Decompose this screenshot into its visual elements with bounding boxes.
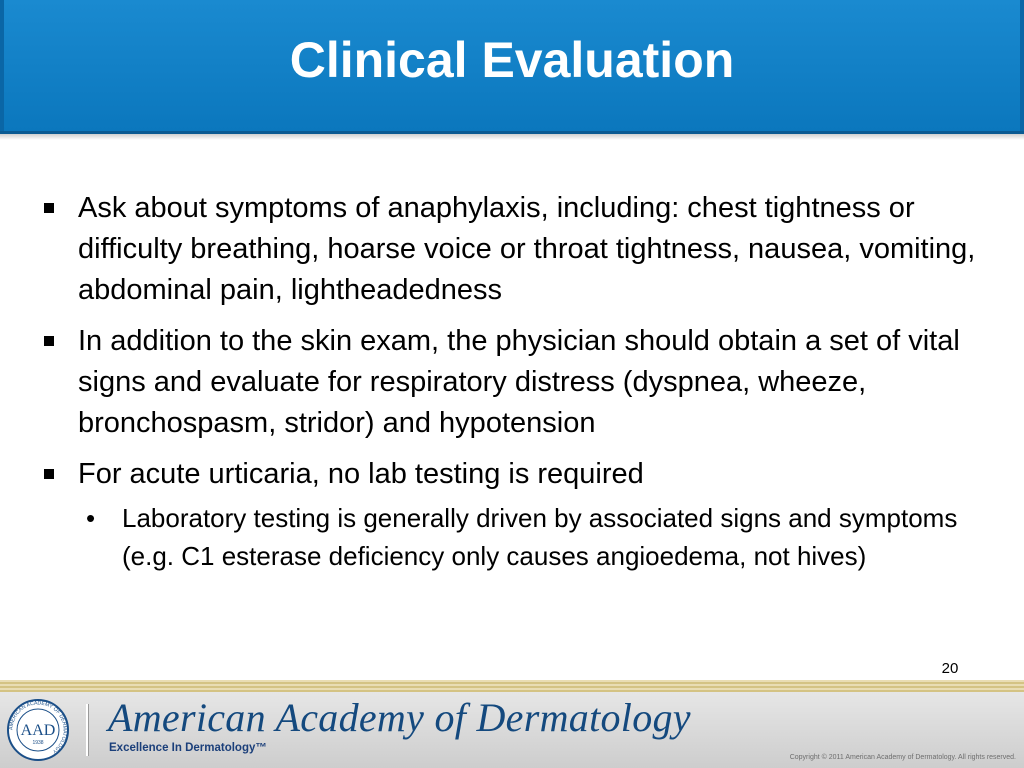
title-bar — [0, 0, 1024, 134]
square-bullet-icon — [44, 336, 54, 346]
bullet-item — [40, 188, 1000, 311]
tagline: Excellence In Dermatology™ — [109, 742, 267, 754]
slide-title: Clinical Evaluation — [289, 32, 735, 88]
seal-initials: AAD — [20, 722, 56, 739]
footer-stripes — [0, 680, 1024, 692]
bullet-item — [40, 454, 1000, 495]
seal-year: 1938 — [32, 740, 44, 746]
square-bullet-icon — [44, 469, 54, 479]
sub-bullet-item — [78, 499, 1000, 575]
bullet-item — [40, 321, 1000, 444]
page-number: 20 — [941, 660, 959, 677]
title-shadow — [0, 134, 1024, 140]
aad-seal-logo — [6, 698, 70, 762]
seal-ring-text: AMERICAN ACADEMY OF DERMATOLOGY — [8, 700, 68, 755]
copyright-notice: Copyright © 2011 American Academy of Dermatology. All rights reserved. — [789, 754, 1016, 761]
footer-divider — [86, 704, 88, 756]
bullet-text: Ask about symptoms of anaphylaxis, including: chest tightness or difficulty breathing, hoarse voice or throat tightness, nausea, vomiting, abdominal pain, lightheadedness — [78, 192, 976, 306]
footer — [0, 692, 1024, 768]
bullet-text: For acute urticaria, no lab testing is required — [78, 458, 644, 490]
dot-bullet-icon: • — [86, 503, 96, 533]
sub-bullet-text: Laboratory testing is generally driven by associated signs and symptoms (e.g. C1 esterase deficiency only causes angioedema, not hives) — [122, 503, 958, 571]
bullet-text: In addition to the skin exam, the physician should obtain a set of vital signs and evaluate for respiratory distress (dyspnea, wheeze, bronchospasm, stridor) and hypotension — [78, 325, 960, 439]
organization-name: American Academy of Dermatology — [108, 695, 691, 740]
slide-content — [40, 188, 1000, 575]
square-bullet-icon — [44, 203, 54, 213]
